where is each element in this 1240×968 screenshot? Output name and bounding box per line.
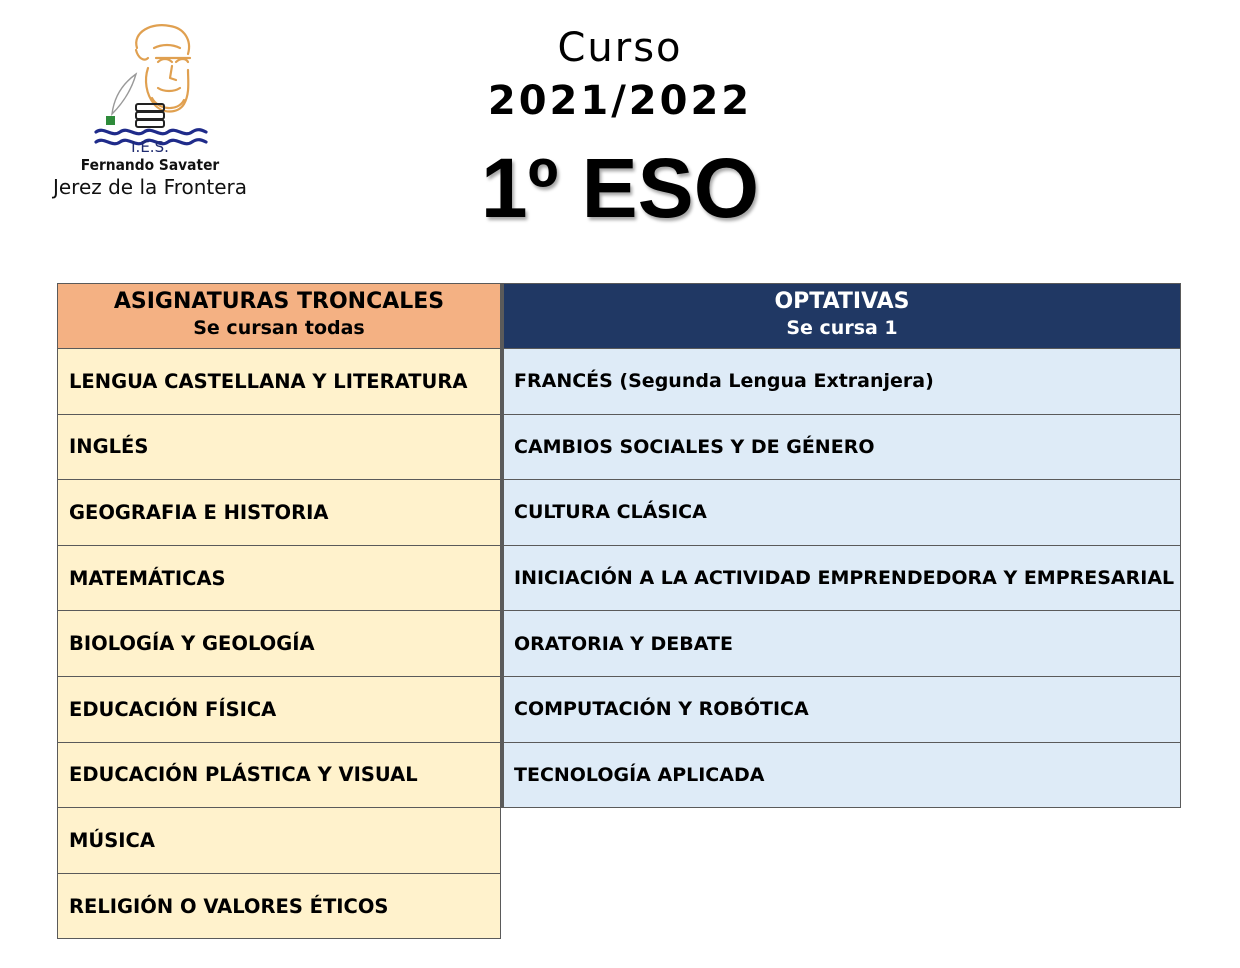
optativas-subheading: Se cursa 1 [786,317,898,339]
optativas-row: CULTURA CLÁSICA [504,480,1180,546]
troncales-row: LENGUA CASTELLANA Y LITERATURA [58,349,500,415]
course-label: Curso [557,25,683,71]
institute-label: I.E.S. [131,138,169,156]
optativas-heading: OPTATIVAS [774,289,910,314]
troncales-row: MÚSICA [58,808,500,874]
school-city: Jerez de la Frontera [52,175,248,199]
school-name: Fernando Savater [80,156,220,174]
optativas-row: FRANCÉS (Segunda Lengua Extranjera) [504,349,1180,415]
troncales-header [58,284,500,349]
course-year: 2021/2022 [487,78,753,124]
troncales-row: INGLÉS [58,415,500,481]
optativas-table [501,283,1181,808]
troncales-row: EDUCACIÓN FÍSICA [58,677,500,743]
optativas-row: INICIACIÓN A LA ACTIVIDAD EMPRENDEDORA Y EMPRESARIAL [504,546,1180,612]
troncales-row: RELIGIÓN O VALORES ÉTICOS [58,874,500,940]
troncales-heading: ASIGNATURAS TRONCALES [113,289,445,314]
troncales-subheading: Se cursan todas [193,317,365,339]
optativas-row: ORATORIA Y DEBATE [504,611,1180,677]
troncales-row: EDUCACIÓN PLÁSTICA Y VISUAL [58,743,500,809]
course-level: 1º ESO [480,141,760,235]
optativas-header [504,284,1180,349]
troncales-row: MATEMÁTICAS [58,546,500,612]
troncales-row: GEOGRAFIA E HISTORIA [58,480,500,546]
optativas-row: CAMBIOS SOCIALES Y DE GÉNERO [504,415,1180,481]
troncales-row: BIOLOGÍA Y GEOLOGÍA [58,611,500,677]
troncales-table [57,283,501,939]
optativas-row: TECNOLOGÍA APLICADA [504,743,1180,809]
optativas-row: COMPUTACIÓN Y ROBÓTICA [504,677,1180,743]
